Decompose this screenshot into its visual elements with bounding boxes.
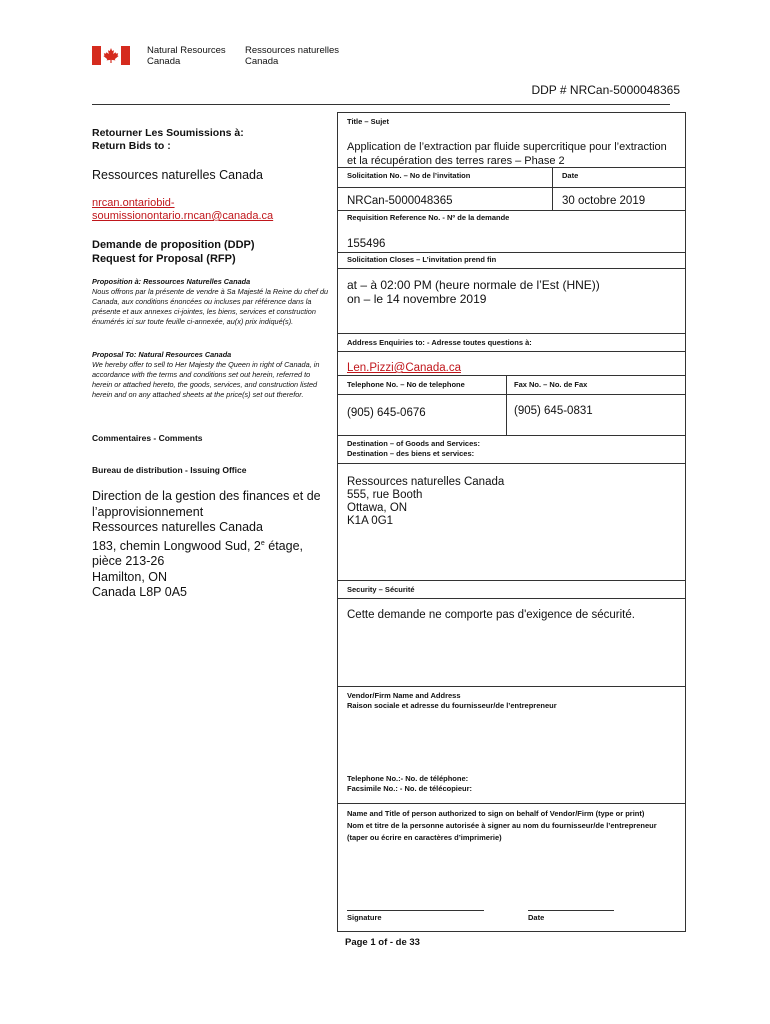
security-value: Cette demande ne comporte pas d'exigence de sécurité. [347,609,635,621]
signature-date-label: Date [528,913,545,922]
closes-label: Solicitation Closes – L’invitation prend fin [347,255,497,264]
comments-label: Commentaires - Comments [92,433,203,443]
proposal-fr: Proposition à: Ressources Naturelles Canada Nous offrons par la présente de vendre à Sa Majesté la Reine du chef du Canada, aux conditions énoncées ou incluses par référence dans la présente et aux annexes ci-jointes, les biens, services et construction énumérés ici sur toute feuille ci-annexée, au(x) prix indiqué(s). [92,277,329,326]
security-label: Security – Sécurité [347,585,415,594]
fax-value: (905) 645-0831 [514,405,593,417]
header-divider [92,104,670,105]
rfp-heading: Demande de proposition (DDP) Request for Proposal (RFP) [92,239,255,265]
signature-label: Signature [347,913,382,922]
requisition-label: Requisition Reference No. - Nº de la demande [347,213,510,222]
telephone-value: (905) 645-0676 [347,407,426,419]
date-label: Date [562,171,579,180]
enquiries-email-link[interactable]: Len.Pizzi@Canada.ca [347,362,461,374]
department-name-fr: Ressources naturelles Canada [245,45,339,67]
department-name-en: Natural Resources Canada [147,45,226,67]
closes-value: at – à 02:00 PM (heure normale de l’Est (HNE)) on – le 14 novembre 2019 [347,278,600,306]
vendor-phone-fax-label: Telephone No.:- No. de téléphone: Facsimile No.: - No. de télécopieur: [347,774,473,793]
destination-label: Destination – of Goods and Services: Destination – des biens et services: [347,439,480,458]
requisition-value: 155496 [347,238,386,250]
solicitation-value: NRCan-5000048365 [347,195,453,207]
issuing-office-label: Bureau de distribution - Issuing Office [92,465,247,475]
return-bids-label: Retourner Les Soumissions à: Return Bids to : [92,127,244,152]
page-number: Page 1 of - de 33 [345,937,420,948]
signer-label: Name and Title of person authorized to sign on behalf of Vendor/Firm (type or print) Nom et titre de la personne autorisée à signer au nom du fournisseur/de l’entrepreneur (taper ou écrire en caractères d’imprimerie) [347,809,657,842]
fax-label: Fax No. – No. de Fax [514,380,588,389]
solicitation-label: Solicitation No. – No de l’invitation [347,171,471,180]
title-label: Title – Sujet [347,117,389,126]
telephone-label: Telephone No. – No de telephone [347,380,465,389]
canada-flag-icon [92,46,130,65]
ddp-number: DDP # NRCan-5000048365 [531,83,680,97]
return-org: Ressources naturelles Canada [92,168,263,182]
issuing-office-address: Direction de la gestion des finances et de l’approvisionnement Ressources naturelles Canada 183, chemin Longwood Sud, 2e étage, pièce 213-26 Hamilton, ON Canada L8P 0A5 [92,489,321,600]
date-line [528,910,614,911]
title-value: Application de l’extraction par fluide supercritique pour l’extraction et la récupération des terres rares – Phase 2 [347,141,667,167]
destination-address: Ressources naturelles Canada 555, rue Booth Ottawa, ON K1A 0G1 [347,476,505,527]
solicitation-form [337,112,686,932]
enquiries-label: Address Enquiries to: - Adresse toutes questions à: [347,338,532,347]
signature-line [347,910,484,911]
date-value: 30 octobre 2019 [562,195,646,207]
return-email-link[interactable]: nrcan.ontariobid- soumissionontario.rncan@canada.ca [92,197,274,222]
proposal-en: Proposal To: Natural Resources Canada We hereby offer to sell to Her Majesty the Queen in right of Canada, in accordance with the terms and conditions set out herein, referred to herein or attached hereto, the goods, services, and construction listed herein and on any attached sheets at the price(s) set out therefor. [92,350,320,399]
vendor-label: Vendor/Firm Name and Address Raison sociale et adresse du fournisseur/de l’entrepreneur [347,691,557,710]
